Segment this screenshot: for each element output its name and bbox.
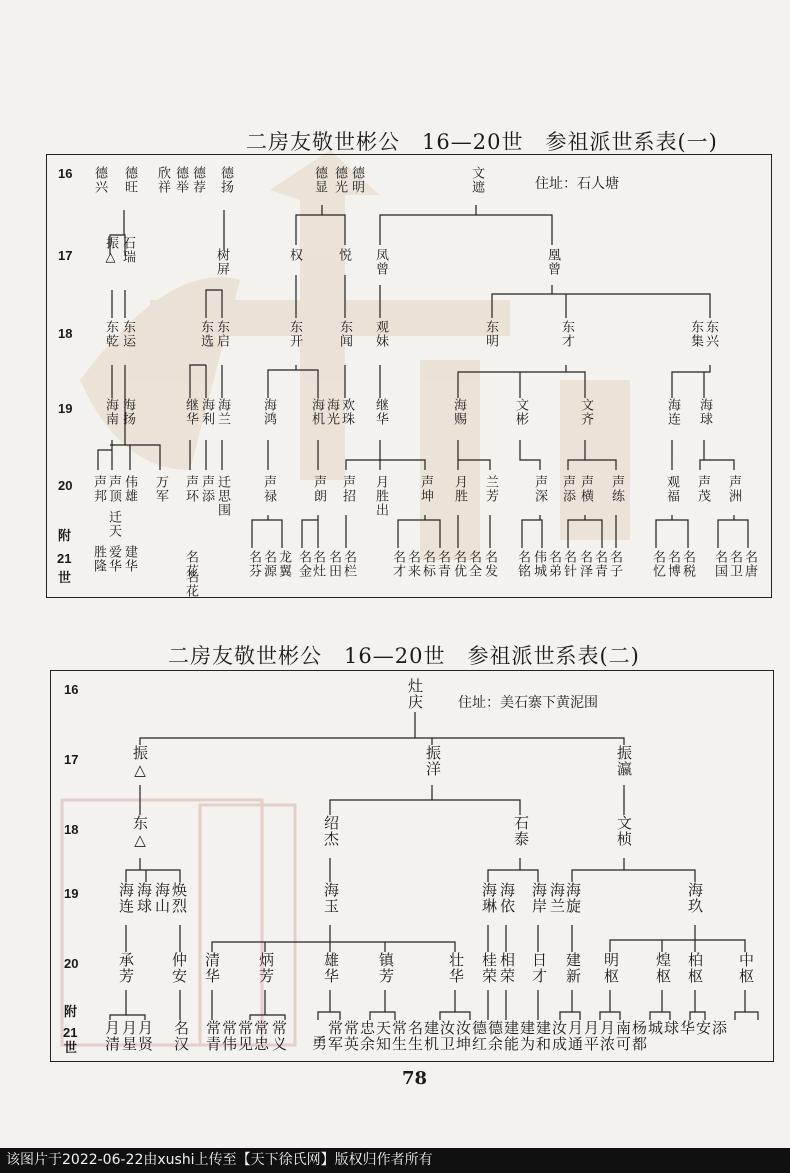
person-name: 海赐	[451, 398, 466, 426]
person-name: 名芬	[246, 550, 261, 578]
person-name: 万军	[153, 475, 168, 503]
person-name: 雄华	[322, 952, 340, 984]
person-name: 壮华	[447, 952, 465, 984]
gen-label-20: 20	[58, 478, 73, 493]
person-name: 声坤	[418, 475, 433, 503]
person-name: 明枢	[602, 952, 620, 984]
person-name: 勇	[310, 1035, 328, 1051]
person-name: 汝坤	[454, 1020, 472, 1052]
gen-label-16: 16	[64, 682, 79, 697]
person-name: 月浓	[598, 1020, 616, 1052]
person-name: 东△	[131, 815, 149, 850]
person-name: 常生	[390, 1020, 408, 1052]
person-name: 继华	[183, 398, 198, 426]
person-name: 海光	[324, 398, 339, 426]
person-name: 伟雄	[122, 475, 137, 503]
person-name: 德举	[173, 166, 188, 194]
person-name: 振洋	[424, 745, 442, 777]
person-name: 名青	[592, 550, 607, 578]
person-name: 东集	[688, 320, 703, 348]
person-name: 常义	[270, 1020, 288, 1052]
person-name: 名优	[451, 550, 466, 578]
person-name: 声深	[532, 475, 547, 503]
person-name: 德旺	[122, 166, 137, 194]
person-name: 名才	[390, 550, 405, 578]
person-name: 声练	[609, 475, 624, 503]
footer-caption: 该图片于2022-06-22由xushi上传至【天下徐氏网】版权归作者所有	[0, 1148, 790, 1173]
gen-label-shi: 世	[58, 571, 72, 586]
person-name: 海岸	[530, 882, 548, 914]
person-name: 名全	[466, 550, 481, 578]
person-name: 东闻	[337, 320, 352, 348]
person-name: 东乾	[103, 320, 118, 348]
person-name: 文齐	[578, 398, 593, 426]
person-name: 建和	[534, 1020, 552, 1052]
person-name: 权	[287, 248, 302, 262]
person-name: 相荣	[498, 952, 516, 984]
person-name: 石瑞	[120, 236, 135, 264]
person-name: 声邦	[91, 475, 106, 503]
person-name: 中枢	[737, 952, 755, 984]
person-name: 名灶	[310, 550, 325, 578]
person-name: 东运	[120, 320, 135, 348]
person-name: 月贤	[136, 1020, 154, 1052]
person-name: 名子	[607, 550, 622, 578]
person-name: 海球	[135, 882, 153, 914]
person-name: 海山	[153, 882, 171, 914]
person-name: 继华	[373, 398, 388, 426]
person-name: 海依	[498, 882, 516, 914]
person-name: 振△	[103, 236, 118, 266]
person-name: 常伟	[220, 1020, 238, 1052]
person-name: 海球	[697, 398, 712, 426]
person-name: 海兰	[215, 398, 230, 426]
person-name: 名来	[405, 550, 420, 578]
person-name: 文桢	[615, 815, 633, 847]
person-name: 迁天	[106, 510, 121, 538]
person-name: 海旋	[564, 882, 582, 914]
person-name: 仲安	[170, 952, 188, 984]
person-name: 月胜	[452, 475, 467, 503]
person-name: 树屏	[214, 248, 229, 276]
person-name: 振瀛	[615, 745, 633, 777]
person-name: 德红	[470, 1020, 488, 1052]
person-name: 镇芳	[377, 952, 395, 984]
person-name: 石泰	[512, 815, 530, 847]
person-name: 名汉	[172, 1020, 190, 1052]
person-name: 声朗	[311, 475, 326, 503]
person-name: 欣祥	[155, 166, 170, 194]
person-name: 柏枢	[686, 952, 704, 984]
gen-label-19: 19	[64, 886, 79, 901]
person-name: 建华	[122, 545, 137, 573]
person-name: 东兴	[703, 320, 718, 348]
person-name: 东启	[214, 320, 229, 348]
person-name: 迁思围	[215, 475, 230, 517]
person-name: 海琳	[480, 882, 498, 914]
table2-title: 二房友敬世彬公 16—20世 参祖派世系表(二)	[168, 644, 640, 668]
person-name: 名青	[435, 550, 450, 578]
person-name: 灶庆	[406, 678, 424, 710]
gen-label-18: 18	[64, 822, 79, 837]
person-name: 建新	[564, 952, 582, 984]
person-name: 名忆	[650, 550, 665, 578]
person-name: 声环	[183, 475, 198, 503]
person-name: 桂荣	[480, 952, 498, 984]
person-name: 常英	[342, 1020, 360, 1052]
person-name: 汝成	[550, 1020, 568, 1052]
person-name: 名栏	[341, 550, 356, 578]
person-name: 名田	[326, 550, 341, 578]
person-name: 海兰	[548, 882, 566, 914]
person-name: 球	[662, 1020, 680, 1036]
person-name: 声顶	[106, 475, 121, 503]
person-name: 建能	[502, 1020, 520, 1052]
person-name: 观妹	[373, 320, 388, 348]
person-name: 安	[694, 1020, 712, 1036]
person-name: 海扬	[120, 398, 135, 426]
person-name: 观福	[664, 475, 679, 503]
person-name: 文遮	[469, 166, 484, 194]
person-name: 海利	[199, 398, 214, 426]
person-name: 忠余	[358, 1020, 376, 1052]
gen-label-19: 19	[58, 401, 73, 416]
gen-label-17: 17	[58, 248, 73, 263]
person-name: 常军	[326, 1020, 344, 1052]
person-name: 声招	[340, 475, 355, 503]
person-name: 东选	[198, 320, 213, 348]
person-name: 龙翼	[276, 550, 291, 578]
person-name: 天知	[374, 1020, 392, 1052]
person-name: 声洲	[726, 475, 741, 503]
gen-label-20: 20	[64, 956, 79, 971]
person-name: 凰曾	[545, 248, 560, 276]
person-name: 德明	[349, 166, 364, 194]
person-name: 月星	[120, 1020, 138, 1052]
person-name: 名生	[406, 1020, 424, 1052]
person-name: 名金	[296, 550, 311, 578]
person-name: 绍杰	[322, 815, 340, 847]
person-name: 海玉	[322, 882, 340, 914]
person-name: 声横	[578, 475, 593, 503]
person-name: 海南	[103, 398, 118, 426]
gen-label-18: 18	[58, 326, 73, 341]
person-name: 名唐	[742, 550, 757, 578]
person-name: 伟城	[531, 550, 546, 578]
person-name: 名卫	[727, 550, 742, 578]
person-name: 德显	[312, 166, 327, 194]
person-name: 名税	[680, 550, 695, 578]
gen-label-fu: 附	[58, 529, 72, 544]
person-name: 月清	[103, 1020, 121, 1052]
person-name: 杨都	[630, 1020, 648, 1052]
table1-residence: 住址：石人塘	[535, 176, 619, 192]
person-name: 声茂	[695, 475, 710, 503]
person-name: 常青	[204, 1020, 222, 1052]
person-name: 名标	[420, 550, 435, 578]
person-name: 名铭	[515, 550, 530, 578]
gen-label-fu: 附	[64, 1005, 78, 1020]
gen-label-21: 21	[63, 1025, 78, 1040]
person-name: 海连	[665, 398, 680, 426]
person-name: 德兴	[92, 166, 107, 194]
person-name: 文彬	[513, 398, 528, 426]
table1-title: 二房友敬世彬公 16—20世 参祖派世系表(一)	[246, 130, 718, 154]
person-name: 名博	[665, 550, 680, 578]
person-name: 名花	[183, 570, 198, 598]
person-name: 建机	[422, 1020, 440, 1052]
person-name: 海连	[117, 882, 135, 914]
person-name: 炳芳	[257, 952, 275, 984]
gen-label-shi: 世	[64, 1041, 78, 1056]
person-name: 月胜出	[373, 475, 388, 517]
person-name: 名国	[712, 550, 727, 578]
gen-label-21: 21	[57, 551, 72, 566]
person-name: 东明	[483, 320, 498, 348]
person-name: 城	[646, 1020, 664, 1036]
person-name: 凤曾	[373, 248, 388, 276]
person-name: 添	[710, 1020, 728, 1036]
person-name: 声添	[560, 475, 575, 503]
person-name: 海玖	[686, 882, 704, 914]
person-name: 清华	[203, 952, 221, 984]
person-name: 焕烈	[170, 882, 188, 914]
person-name: 东开	[287, 320, 302, 348]
person-name: 月平	[582, 1020, 600, 1052]
person-name: 兰芳	[483, 475, 498, 503]
person-name: 振△	[131, 745, 149, 780]
person-name: 名源	[261, 550, 276, 578]
person-name: 煌枢	[654, 952, 672, 984]
person-name: 东才	[559, 320, 574, 348]
person-name: 欢珠	[339, 398, 354, 426]
person-name: 海鸿	[261, 398, 276, 426]
person-name: 日才	[530, 952, 548, 984]
person-name: 建为	[518, 1020, 536, 1052]
gen-label-16: 16	[58, 166, 73, 181]
person-name: 名弟	[546, 550, 561, 578]
person-name: 爱华	[106, 545, 121, 573]
person-name: 华	[678, 1020, 696, 1036]
person-name: 海机	[309, 398, 324, 426]
person-name: 悦	[336, 248, 351, 262]
person-name: 德荐	[190, 166, 205, 194]
person-name: 常见	[236, 1020, 254, 1052]
person-name: 名发	[482, 550, 497, 578]
person-name: 名泽	[577, 550, 592, 578]
page-number: 78	[402, 1068, 428, 1089]
person-name: 德光	[332, 166, 347, 194]
table2-residence: 住址：美石寨下黄泥围	[458, 695, 598, 711]
person-name: 名针	[561, 550, 576, 578]
person-name: 德扬	[218, 166, 233, 194]
person-name: 承芳	[117, 952, 135, 984]
person-name: 常忠	[252, 1020, 270, 1052]
person-name: 名花	[183, 550, 198, 578]
person-name: 南可	[614, 1020, 632, 1052]
person-name: 声禄	[261, 475, 276, 503]
person-name: 月通	[566, 1020, 584, 1052]
person-name: 声添	[199, 475, 214, 503]
person-name: 汝卫	[438, 1020, 456, 1052]
person-name: 德余	[486, 1020, 504, 1052]
gen-label-17: 17	[64, 752, 79, 767]
person-name: 胜隆	[91, 545, 106, 573]
